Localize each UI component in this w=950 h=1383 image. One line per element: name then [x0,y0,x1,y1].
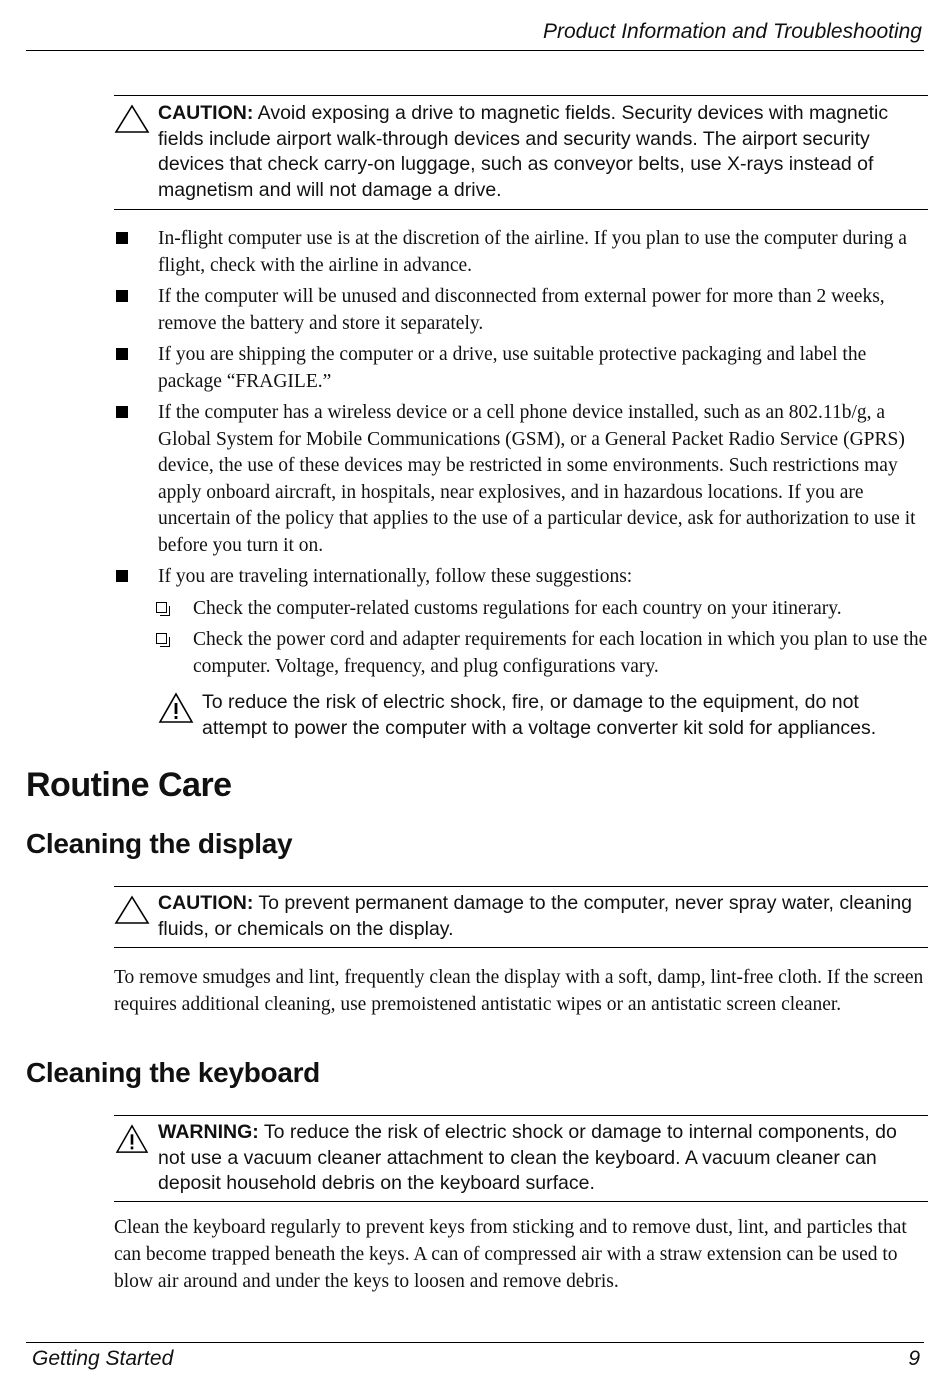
caution-text [158,891,924,942]
caution-note-magnetic [114,95,928,210]
sub-list-item [114,596,930,623]
bullet-square-icon [116,348,128,360]
header-title: Product Information and Troubleshooting [542,20,922,43]
caution-text [158,101,924,203]
list-item [114,564,930,591]
checkbox-bullet-icon [156,602,167,613]
page-number: 9 [908,1347,920,1370]
page-footer [26,1342,924,1377]
caution-label: CAUTION: [158,892,254,914]
footer-book-title: Getting Started [32,1347,174,1370]
sub-list-item-text: Check the computer-related customs regulations for each country on your itinerary. [193,597,842,619]
list-item [114,226,930,279]
list-item [114,400,930,559]
list-item-text: If the computer will be unused and disconnected from external power for more than 2 weeks, remove the battery and store it separately. [158,286,885,334]
bullet-square-icon [116,290,128,302]
caution-label: CAUTION: [158,102,254,124]
caution-body: To prevent permanent damage to the computer, never spray water, cleaning fluids, or chemicals on the display. [158,892,913,940]
warning-triangle-icon [158,692,194,724]
list-item-text: In-flight computer use is at the discretion of the airline. If you plan to use the computer during a flight, check with the airline in advance. [158,228,907,276]
bullet-square-icon [116,406,128,418]
warning-note-keyboard [114,1115,928,1202]
sub-list-item-text: Check the power cord and adapter requirements for each location in which you plan to use the computer. Voltage, frequency, and plug configurations vary. [193,629,928,677]
display-cleaning-paragraph: To remove smudges and lint, frequently clean the display with a soft, damp, lint-free cloth. If the screen requires additional cleaning, use premoistened antistatic wipes or an antistatic screen cleaner. [114,967,924,1015]
caution-triangle-icon [114,895,150,925]
warning-body: To reduce the risk of electric shock or damage to internal components, do not use a vacuum cleaner attachment to clean the keyboard. A vacuum cleaner can deposit household debris on the keyboard surface. [158,1121,897,1194]
subsection-title-display: Cleaning the display [26,828,293,859]
list-item-text: If the computer has a wireless device or a cell phone device installed, such as an 802.11b/g, a Global System for Mobile Communications (GSM), or a General Packet Radio Service (GPRS) device, the use of these devices may be restricted in some environments. Such restrictions may apply onboard aircraft, in hospitals, near explosives, and in hazardous locations. If you are uncertain of the policy that applies to the use of a particular device, ask for authorization to use it before you turn it on. [158,402,916,556]
warning-triangle-icon [114,1124,150,1154]
subsection-title-keyboard: Cleaning the keyboard [26,1057,320,1088]
running-header [26,18,924,51]
caution-body: Avoid exposing a drive to magnetic fields. Security devices with magnetic fields include airport walk-through devices and security wands. The airport security devices that check carry-on luggage, such as conveyor belts, use X-rays instead of magnetism and will not damage a drive. [158,102,889,201]
travel-bullet-list [114,226,930,685]
inline-warning-text: To reduce the risk of electric shock, fire, or damage to the equipment, do not attempt to power the computer with a voltage converter kit sold for appliances. [202,691,877,739]
warning-text [158,1120,924,1197]
caution-triangle-icon [114,104,150,134]
list-item [114,342,930,395]
list-item-text: If you are shipping the computer or a drive, use suitable protective packaging and label the package “FRAGILE.” [158,344,867,392]
caution-note-display [114,886,928,948]
list-item-text: If you are traveling internationally, follow these suggestions: [158,566,633,587]
warning-label: WARNING: [158,1121,259,1143]
section-title-routine-care: Routine Care [26,766,232,804]
bullet-square-icon [116,570,128,582]
sub-list-item [114,627,930,680]
checkbox-bullet-icon [156,633,167,644]
keyboard-cleaning-paragraph: Clean the keyboard regularly to prevent keys from sticking and to remove dust, lint, and particles that can become trapped beneath the keys. A can of compressed air with a straw extension can be used to blow air around and under the keys to loosen and remove debris. [114,1217,907,1292]
list-item [114,284,930,337]
bullet-square-icon [116,232,128,244]
